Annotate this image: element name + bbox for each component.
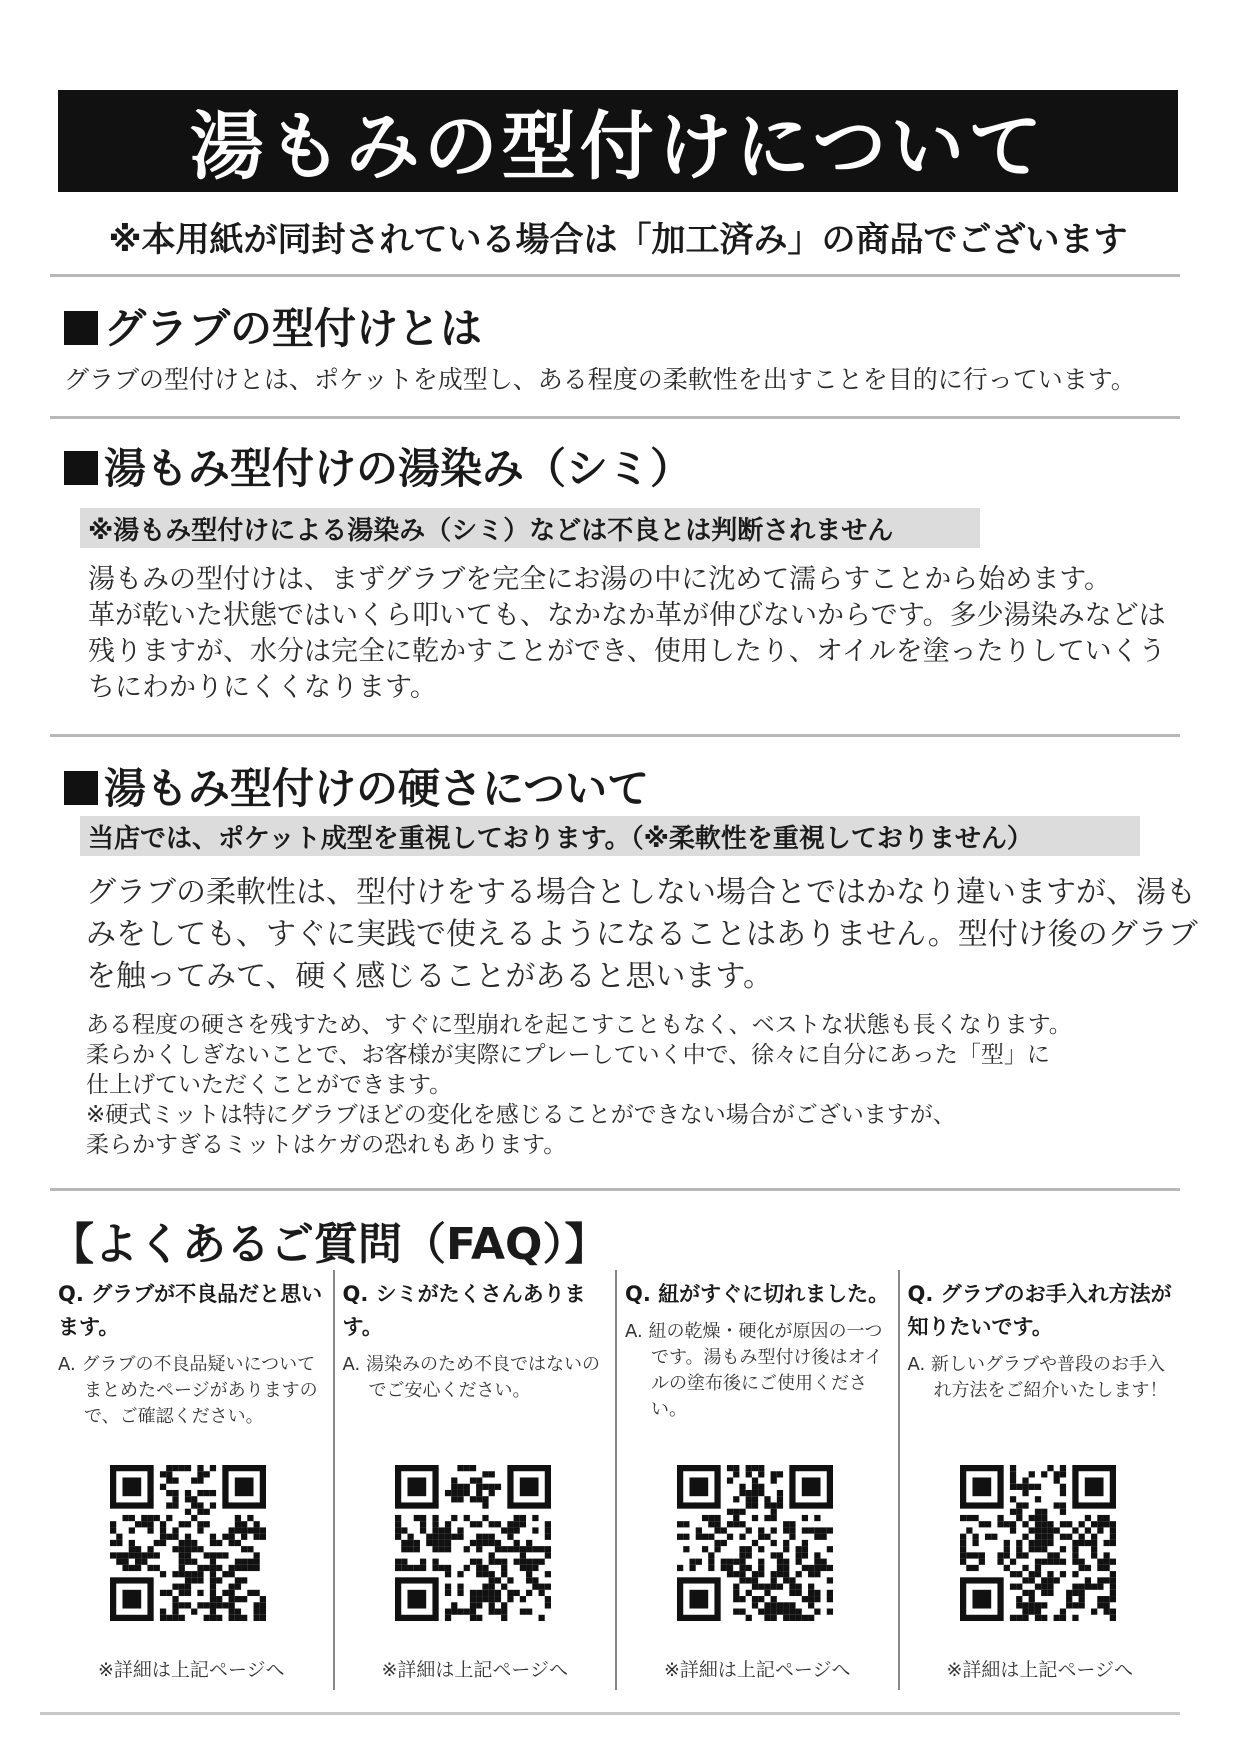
divider [50, 1188, 1180, 1191]
section2-note: ※湯もみ型付けによる湯染み（シミ）などは不良とは判断されません [80, 508, 980, 548]
faq-question: Q. グラブのお手入れ方法が知りたいです。 [907, 1282, 1172, 1339]
square-bullet-icon [64, 771, 98, 805]
qr-code-icon[interactable] [395, 1465, 551, 1621]
section3-line: 柔らかくしぎないことで、お客様が実際にプレーしていく中で、徐々に自分にあった「型」に [86, 1042, 1050, 1068]
faq-question: Q. グラブが不良品だと思います。 [58, 1282, 323, 1339]
qr-code-icon[interactable] [960, 1465, 1116, 1621]
faq-item [898, 1270, 1181, 1690]
faq-more-link: ※詳細は上記ページへ [97, 1659, 285, 1681]
section2-line: 残りますが、水分は完全に乾かすことができ、使用したり、オイルを塗ったりしていくう [88, 636, 1166, 667]
section2-line: ちにわかりにくくなります。 [88, 672, 437, 703]
section3-line: グラブの柔軟性は、型付けをする場合としない場合とではかなり違いますが、湯も [86, 875, 1196, 910]
faq-item [615, 1270, 898, 1690]
section3-line: 柔らかすぎるミットはケガの恐れもあります。 [86, 1132, 567, 1158]
faq-question: Q. 紐がすぐに切れました。 [625, 1282, 890, 1306]
qr-code-icon[interactable] [677, 1465, 833, 1621]
faq-title: 【よくあるご質問（FAQ）】 [50, 1219, 609, 1270]
faq-item [333, 1270, 616, 1690]
faq-question: Q. シミがたくさんあります。 [342, 1282, 586, 1339]
divider [50, 734, 1180, 737]
page-title: 湯もみの型付けについて [58, 90, 1178, 192]
faq-answer: A. 新しいグラブや普段のお手入れ方法をご紹介いたします！ [907, 1354, 1168, 1401]
section3-body [86, 872, 1198, 998]
faq-grid [50, 1270, 1180, 1690]
divider [40, 1712, 1180, 1715]
square-bullet-icon [64, 451, 98, 485]
faq-answer: A. 湯染みのため不良ではないのでご安心ください。 [342, 1354, 600, 1401]
faq-item [50, 1270, 333, 1690]
section3-line: を触ってみて、硬く感じることがあると思います。 [86, 959, 773, 994]
faq-more-link: ※詳細は上記ページへ [381, 1659, 569, 1681]
section3-line: みをしても、すぐに実践で使えるようになることはありません。型付け後のグラブ [86, 917, 1198, 952]
section3-body2 [86, 1010, 1072, 1160]
section2-line: 湯もみの型付けは、まずグラブを完全にお湯の中に沈めて濡らすことから始めます。 [88, 564, 1112, 595]
section1-heading: グラブの型付けとは [64, 296, 482, 356]
faq-answer: A. グラブの不良品疑いについてまとめたページがありますので、ご確認ください。 [58, 1354, 318, 1427]
faq-more-link: ※詳細は上記ページへ [946, 1659, 1134, 1681]
qr-code-icon[interactable] [110, 1465, 266, 1621]
divider [50, 416, 1180, 419]
section3-line: 仕上げていただくことができます。 [86, 1072, 453, 1098]
section3-note: 当店では、ポケット成型を重視しております。（※柔軟性を重視しておりません） [80, 816, 1140, 856]
section1-text: グラブの型付けとは、ポケットを成型し、ある程度の柔軟性を出すことを目的に行っています。 [64, 365, 1136, 394]
section2-line: 革が乾いた状態ではいくら叩いても、なかなか革が伸びないからです。多少湯染みなどは [88, 600, 1166, 631]
section2-heading: 湯もみ型付けの湯染み（シミ） [64, 436, 692, 496]
divider [50, 274, 1180, 277]
faq-answer: A. 紐の乾燥・硬化が原因の一つです。湯もみ型付け後はオイルの塗布後にご使用ください。 [625, 1321, 883, 1420]
page-subtitle: ※本用紙が同封されている場合は「加工済み」の商品でございます [108, 220, 1128, 260]
square-bullet-icon [64, 311, 98, 345]
section2-body [88, 562, 1166, 706]
section3-line: ※硬式ミットは特にグラブほどの変化を感じることができない場合がございますが、 [86, 1102, 956, 1128]
section3-heading: 湯もみ型付けの硬さについて [64, 756, 649, 816]
section3-line: ある程度の硬さを残すため、すぐに型崩れを起こすこともなく、ベストな状態も長くなります。 [86, 1012, 1072, 1038]
faq-more-link: ※詳細は上記ページへ [663, 1659, 851, 1681]
